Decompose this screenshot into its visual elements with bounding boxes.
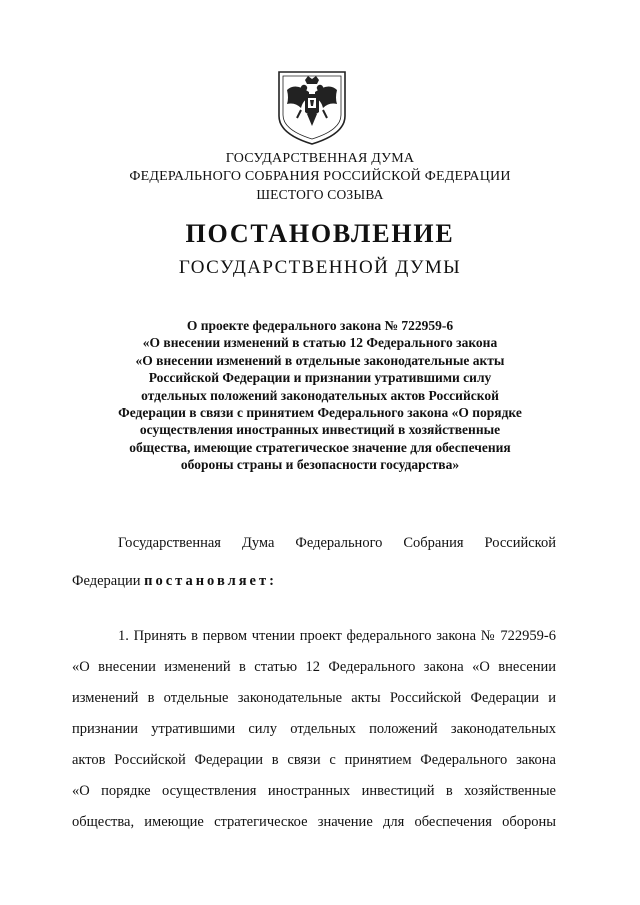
- preamble-federation-word: Федерации: [72, 573, 141, 589]
- document-title: ПОСТАНОВЛЕНИЕ: [185, 219, 455, 248]
- subject-line: общества, имеющие стратегическое значение для обеспечения: [129, 439, 511, 455]
- item-1-line: признании утратившими силу отдельных положений законодательных: [72, 721, 556, 737]
- item-1-line: актов Российской Федерации в связи с принятием Федерального закона: [72, 752, 556, 768]
- item-1-line: «О внесении изменений в статью 12 Федерального закона «О внесении: [72, 659, 556, 675]
- item-1-line: 1. Принять в первом чтении проект федерального закона № 722959-6: [118, 628, 556, 644]
- header-line-convocation: ШЕСТОГО СОЗЫВА: [256, 187, 384, 202]
- item-1-line: общества, имеющие стратегическое значение для обеспечения обороны: [72, 814, 556, 830]
- subject-line: осуществления иностранных инвестиций в хозяйственные: [139, 422, 501, 438]
- subject-line: Российской Федерации и признании утратившими силу: [148, 370, 492, 386]
- resolution-subject: [90, 317, 550, 474]
- subject-line: «О внесении изменений в отдельные законодательные акты: [135, 352, 505, 368]
- subject-line: отдельных положений законодательных актов Российской: [141, 387, 499, 403]
- coat-of-arms-emblem: [275, 68, 349, 146]
- subject-line: Федерации в связи с принятием Федерального закона «О порядке: [118, 405, 522, 421]
- header-line-federal-assembly: ФЕДЕРАЛЬНОГО СОБРАНИЯ РОССИЙСКОЙ ФЕДЕРАЦИИ: [129, 169, 511, 184]
- resolves-word: постановляет:: [144, 573, 277, 589]
- preamble-line-2: [72, 573, 277, 590]
- russian-coat-of-arms-icon: [275, 68, 349, 146]
- item-1-line: изменений в отдельные законодательные акты Российской Федерации и: [72, 690, 556, 706]
- preamble-line-1: Государственная Дума Федерального Собрания Российской: [118, 535, 556, 551]
- document-subtitle: ГОСУДАРСТВЕННОЙ ДУМЫ: [178, 257, 462, 278]
- header-line-duma: ГОСУДАРСТВЕННАЯ ДУМА: [225, 151, 415, 166]
- subject-line: обороны страны и безопасности государства»: [180, 457, 460, 473]
- subject-line: «О внесении изменений в статью 12 Федерального закона: [142, 335, 498, 351]
- subject-line: О проекте федерального закона № 722959-6: [186, 318, 454, 333]
- item-1-line: «О порядке осуществления иностранных инвестиций в хозяйственные: [72, 783, 556, 799]
